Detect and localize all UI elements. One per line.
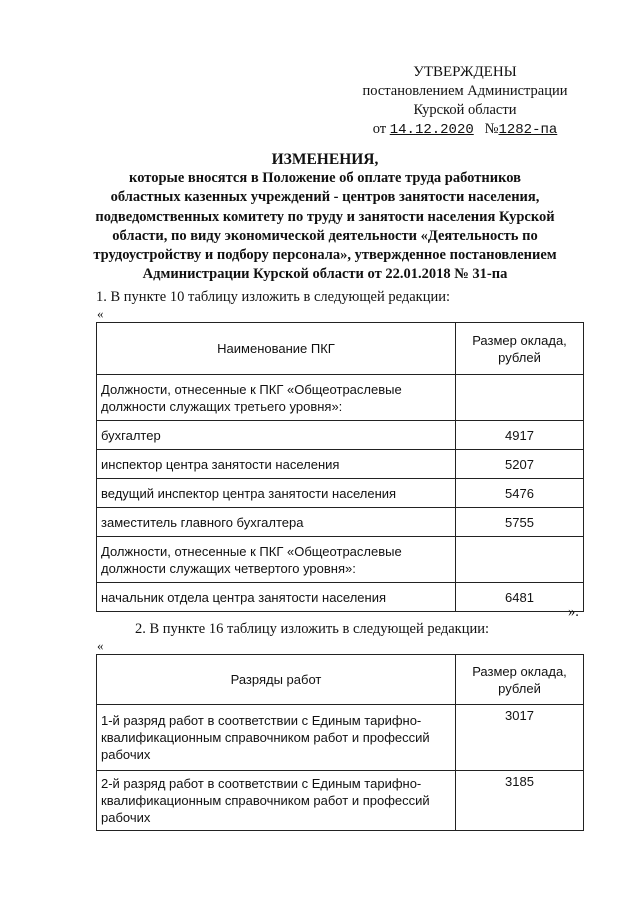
header-work-grade: Разряды работ	[97, 655, 456, 705]
row-name: начальник отдела центра занятости населения	[97, 583, 456, 612]
approval-number-label: №	[484, 121, 499, 137]
heading-line: трудоустройству и подбору персонала», утвержденное постановлением	[93, 247, 557, 264]
row-name-line-2: должности служащих четвертого уровня»:	[101, 560, 356, 576]
row-value: 3017	[456, 705, 584, 771]
approval-number: 1282-па	[498, 122, 558, 138]
document-heading	[70, 150, 580, 284]
approval-line-2: Курской области	[413, 102, 517, 118]
row-name-line-1: 1-й разряд работ в соответствии с Единым тарифно-	[101, 713, 422, 728]
table-row	[97, 375, 584, 421]
heading-line: областных казенных учреждений - центров занятости населения,	[110, 189, 540, 206]
table-row	[97, 508, 584, 537]
table-row	[97, 479, 584, 508]
header-salary-line-2: рублей	[498, 349, 541, 365]
approval-block	[330, 63, 600, 140]
row-name-line-2: квалификационным справочником работ и профессий	[101, 793, 430, 808]
approval-line-1: постановлением Администрации	[362, 83, 568, 99]
row-value: 5755	[456, 508, 584, 537]
row-value: 5476	[456, 479, 584, 508]
row-name-line-3: рабочих	[101, 747, 151, 762]
section-1-text: 1. В пункте 10 таблицу изложить в следующей редакции:	[96, 289, 450, 305]
approval-title: УТВЕРЖДЕНЫ	[413, 64, 517, 80]
heading-line: подведомственных комитету по труду и занятости населения Курской	[95, 208, 555, 225]
row-name: инспектор центра занятости населения	[97, 450, 456, 479]
heading-line: Администрации Курской области от 22.01.2018 № 31-па	[142, 266, 508, 283]
row-value: 5207	[456, 450, 584, 479]
table-work-grades	[96, 654, 584, 831]
row-name-line-3: рабочих	[101, 810, 151, 825]
row-name: ведущий инспектор центра занятости населения	[97, 479, 456, 508]
row-value	[456, 537, 584, 583]
row-name-line-2: квалификационным справочником работ и профессий	[101, 730, 430, 745]
heading-line: которые вносятся в Положение об оплате труда работников	[129, 170, 521, 187]
approval-date: 14.12.2020	[389, 122, 474, 138]
table-header-row	[97, 323, 584, 375]
row-value: 3185	[456, 771, 584, 831]
row-value: 4917	[456, 421, 584, 450]
heading-line: области, по виду экономической деятельности «Деятельность по	[112, 227, 538, 244]
row-name-line-1: Должности, отнесенные к ПКГ «Общеотраслевые	[101, 381, 402, 397]
row-name-line-1: 2-й разряд работ в соответствии с Единым тарифно-	[101, 776, 422, 791]
table-row	[97, 705, 584, 771]
table-header-row	[97, 655, 584, 705]
row-value: 6481	[456, 583, 584, 612]
section-2-text: 2. В пункте 16 таблицу изложить в следующей редакции:	[135, 621, 489, 637]
table-row	[97, 450, 584, 479]
table-row	[97, 583, 584, 612]
header-pkg-name: Наименование ПКГ	[97, 323, 456, 375]
row-name	[97, 375, 456, 421]
section-1-open-quote: «	[97, 306, 104, 321]
header-salary-line-1: Размер оклада,	[472, 332, 567, 348]
row-name-line-1: Должности, отнесенные к ПКГ «Общеотраслевые	[101, 543, 402, 559]
section-1-close-quote: ».	[568, 604, 579, 620]
heading-title: ИЗМЕНЕНИЯ,	[271, 151, 379, 168]
table-row	[97, 421, 584, 450]
section-2-open-quote: «	[97, 638, 104, 653]
approval-from-label: от	[372, 121, 387, 137]
table-pkg-salaries	[96, 322, 584, 612]
row-name	[97, 771, 456, 831]
header-salary-line-2: рублей	[498, 680, 541, 696]
row-value	[456, 375, 584, 421]
header-salary	[456, 323, 584, 375]
row-name-line-2: должности служащих третьего уровня»:	[101, 398, 343, 414]
header-salary	[456, 655, 584, 705]
approval-date-number	[330, 120, 600, 140]
table-row	[97, 771, 584, 831]
row-name: бухгалтер	[97, 421, 456, 450]
table-row	[97, 537, 584, 583]
header-salary-line-1: Размер оклада,	[472, 663, 567, 679]
row-name: заместитель главного бухгалтера	[97, 508, 456, 537]
row-name	[97, 705, 456, 771]
row-name	[97, 537, 456, 583]
